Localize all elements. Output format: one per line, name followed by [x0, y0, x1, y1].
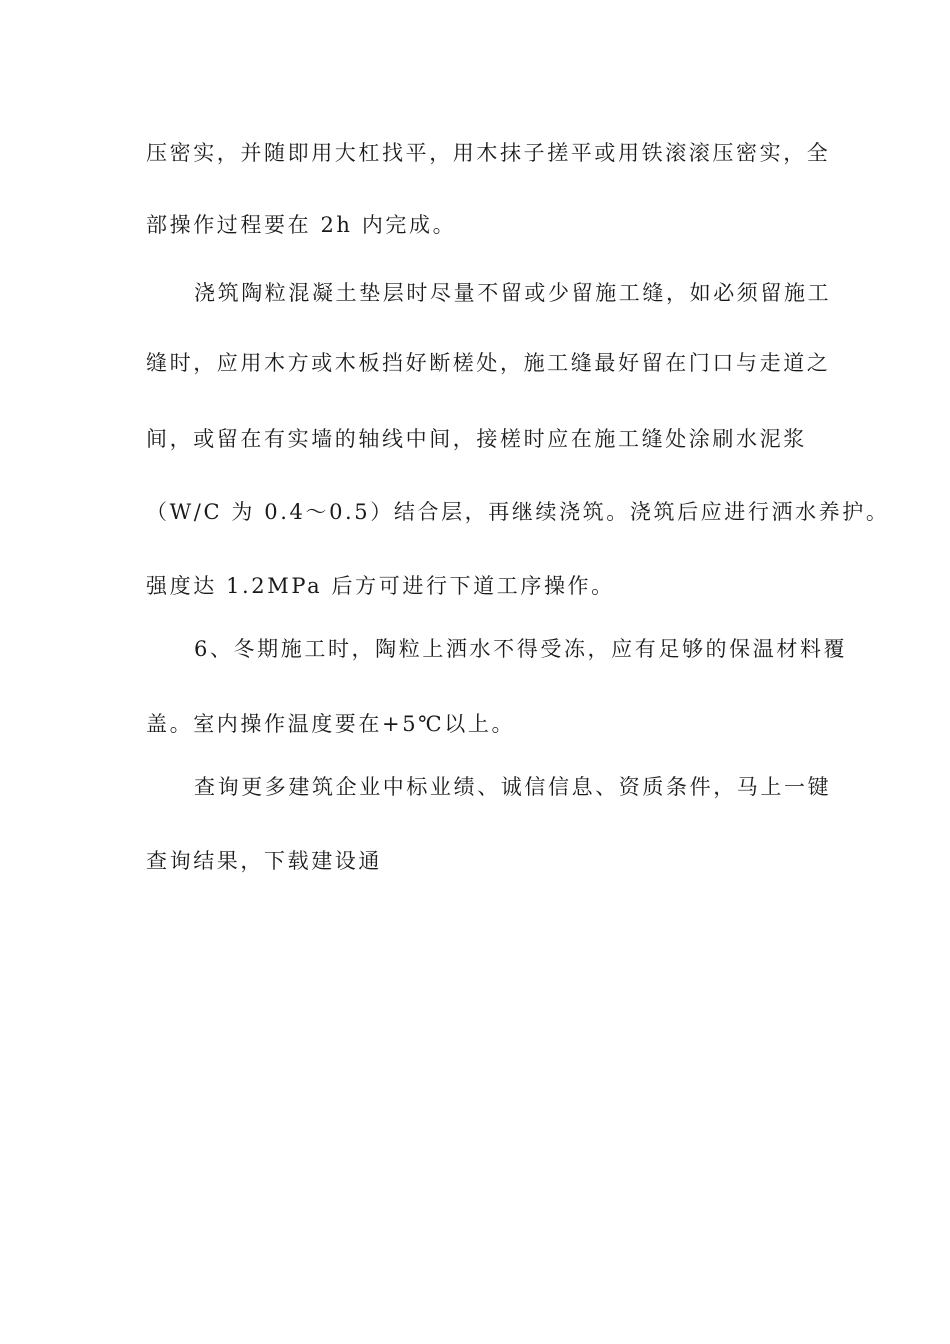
paragraph-line: 部操作过程要在 2h 内完成。 [146, 213, 457, 237]
paragraph-line: 6、冬期施工时，陶粒上洒水不得受冻，应有足够的保温材料覆 [194, 637, 848, 661]
paragraph-line: （W/C 为 0.4～0.5）结合层，再继续浇筑。浇筑后应进行洒水养护。 [146, 500, 890, 524]
paragraph-line: 盖。室内操作温度要在+5℃以上。 [146, 712, 516, 736]
paragraph-line: 强度达 1.2MPa 后方可进行下道工序操作。 [146, 574, 615, 598]
paragraph-line: 间，或留在有实墙的轴线中间，接槎时应在施工缝处涂刷水泥浆 [146, 427, 807, 451]
paragraph-line: 压密实，并随即用大杠找平，用木抹子搓平或用铁滚滚压密实，全 [146, 141, 831, 165]
paragraph-line: 查询结果，下载建设通 [146, 849, 382, 873]
paragraph-line: 缝时，应用木方或木板挡好断槎处，施工缝最好留在门口与走道之 [146, 351, 831, 375]
paragraph-line: 查询更多建筑企业中标业绩、诚信信息、资质条件，马上一键 [194, 775, 832, 799]
paragraph-line: 浇筑陶粒混凝土垫层时尽量不留或少留施工缝，如必须留施工 [194, 281, 832, 305]
